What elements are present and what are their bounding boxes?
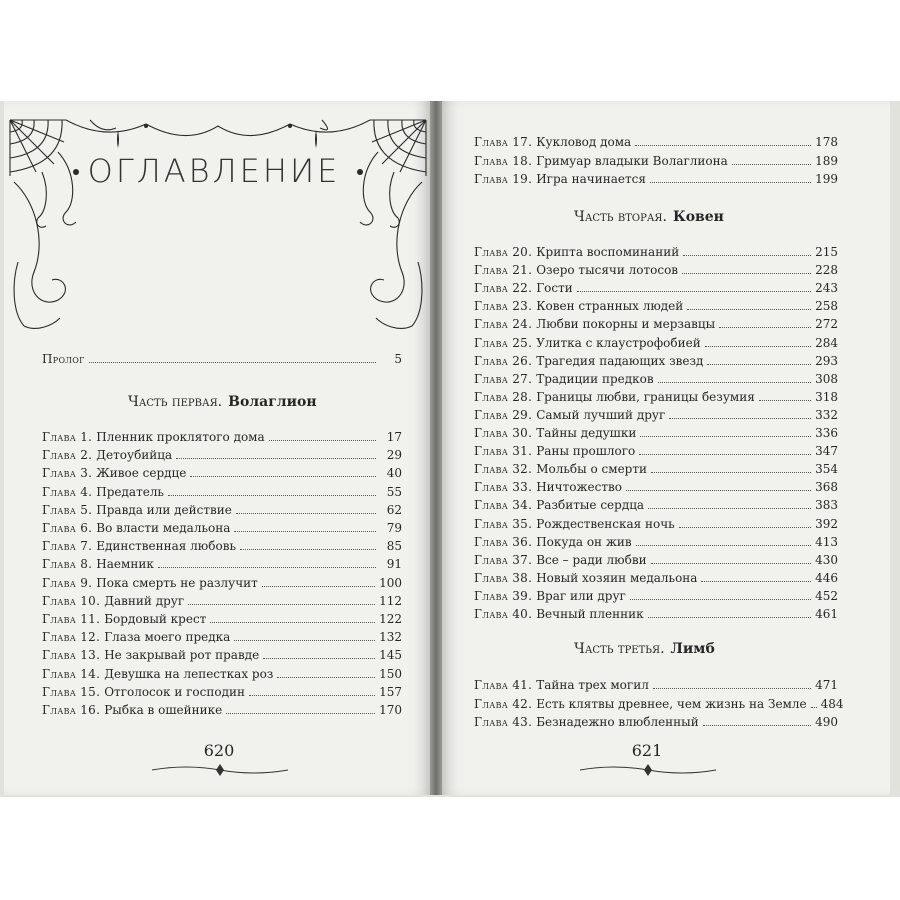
chapter-prefix: Глава 10. <box>42 593 101 608</box>
chapter-title: Покуда он жив <box>536 534 632 549</box>
chapter-title: Любви покорны и мерзавцы <box>536 317 716 332</box>
chapter-title: Кукловод дома <box>536 135 632 149</box>
toc-chapter-row <box>42 538 402 554</box>
chapter-page: 228 <box>815 263 838 278</box>
toc-chapter-row <box>474 497 838 513</box>
chapter-page: 40 <box>386 466 402 481</box>
dot-leader <box>707 356 811 365</box>
chapter-title: Тайны дедушки <box>536 426 637 440</box>
dot-leader <box>639 446 811 455</box>
chapter-prefix: Глава 19. <box>474 172 533 186</box>
dot-leader <box>658 374 811 383</box>
chapter-title: Традиции предков <box>536 371 654 386</box>
book-gutter <box>430 101 442 795</box>
chapter-prefix: Глава 29. <box>474 407 533 422</box>
chapter-title: Вечный пленник <box>536 607 644 621</box>
toc-chapter-row <box>474 298 838 314</box>
dot-leader <box>683 247 811 256</box>
dot-leader <box>650 174 811 183</box>
toc-chapter-row <box>42 447 402 463</box>
toc-chapter-row <box>474 677 838 693</box>
chapter-prefix: Глава 11. <box>42 612 101 626</box>
dot-leader <box>190 468 376 477</box>
toc-chapter-row <box>474 389 838 405</box>
toc-chapter-row <box>474 134 838 150</box>
toc-chapter-row <box>42 684 402 700</box>
toc-chapter-row <box>474 516 838 532</box>
chapter-page: 17 <box>386 430 402 444</box>
toc-chapter-row <box>42 429 402 445</box>
chapter-prefix: Глава 2. <box>42 448 93 463</box>
chapter-prefix: Глава 42. <box>474 696 533 711</box>
dot-leader <box>811 699 817 708</box>
chapter-page: 29 <box>386 448 402 463</box>
toc-chapter-row <box>42 593 402 609</box>
chapter-title: Гримуар владыки Волаглиона <box>536 153 728 168</box>
chapter-prefix: Глава 24. <box>474 317 533 332</box>
toc-prologue <box>42 351 402 367</box>
dot-leader <box>636 537 811 546</box>
dot-leader <box>703 717 811 726</box>
chapter-prefix: Глава 37. <box>474 552 533 567</box>
page-number: 621 <box>631 741 663 760</box>
chapter-prefix: Глава 1. <box>42 430 93 444</box>
chapter-prefix: Глава 30. <box>474 426 533 440</box>
toc-chapter-row <box>42 520 402 536</box>
chapter-page: 452 <box>815 588 838 603</box>
chapter-page: 170 <box>379 703 402 717</box>
toc-chapter-row <box>42 575 402 591</box>
chapter-page: 354 <box>815 462 838 477</box>
chapter-title: Игра начинается <box>536 172 646 186</box>
chapter-title: Правда или действие <box>96 502 232 517</box>
dot-leader <box>577 283 811 292</box>
dot-leader <box>626 482 811 491</box>
chapter-prefix: Глава 17. <box>474 135 533 149</box>
chapter-page: 392 <box>815 516 838 531</box>
chapter-page: 215 <box>815 245 838 259</box>
toc-chapter-row <box>474 461 838 477</box>
toc-chapter-row <box>474 153 838 169</box>
part-prefix: Часть первая. <box>128 394 223 410</box>
chapter-title: Единственная любовь <box>96 539 236 554</box>
chapter-page: 145 <box>379 648 402 663</box>
chapter-prefix: Глава 12. <box>42 630 101 645</box>
dot-leader <box>263 650 375 659</box>
dot-leader <box>640 428 811 437</box>
part-heading <box>128 394 317 410</box>
chapter-page: 430 <box>815 552 838 567</box>
dot-leader <box>236 505 376 514</box>
chapter-title: Трагедия падающих звезд <box>536 353 704 368</box>
dot-leader <box>277 669 375 678</box>
toc-chapter-row <box>42 556 402 572</box>
dot-leader <box>176 450 376 459</box>
chapter-title: Враг или друг <box>536 588 626 603</box>
chapter-title: Раны прошлого <box>536 444 636 459</box>
toc-chapter-row <box>42 611 402 627</box>
chapter-title: Рождественская ночь <box>536 516 675 531</box>
chapter-prefix: Глава 5. <box>42 502 93 517</box>
dot-leader <box>648 609 811 618</box>
chapter-page: 336 <box>815 426 838 440</box>
toc-chapter-row <box>474 262 838 278</box>
dot-leader <box>759 392 811 401</box>
chapter-prefix: Глава 43. <box>474 715 533 729</box>
toc-chapter-row <box>42 484 402 500</box>
chapter-page: 178 <box>815 135 838 149</box>
chapter-page: 272 <box>815 317 838 332</box>
chapter-title: Живое сердце <box>96 466 187 481</box>
dot-leader <box>210 614 375 623</box>
chapter-prefix: Глава 28. <box>474 389 533 404</box>
prologue-page: 5 <box>394 352 402 366</box>
toc-chapter-row <box>474 335 838 351</box>
flourish-ornament <box>150 762 290 778</box>
toc-chapter-row <box>42 666 402 682</box>
dot-leader <box>651 555 812 564</box>
chapter-prefix: Глава 25. <box>474 335 533 350</box>
dot-leader <box>651 464 811 473</box>
chapter-prefix: Глава 7. <box>42 539 93 554</box>
chapter-title: Ничтожество <box>536 480 622 495</box>
chapter-page: 150 <box>379 666 402 681</box>
toc-chapter-row <box>474 353 838 369</box>
chapter-title: Озеро тысячи лотосов <box>536 263 679 278</box>
dot-leader <box>653 680 811 689</box>
chapter-prefix: Глава 4. <box>42 484 93 499</box>
dot-leader <box>682 265 811 274</box>
chapter-title: Все – ради любви <box>536 552 647 567</box>
toc-chapter-row <box>42 647 402 663</box>
chapter-page: 258 <box>815 299 838 314</box>
dot-leader <box>168 487 376 496</box>
chapter-page: 484 <box>820 696 844 711</box>
toc-chapter-row <box>474 570 838 586</box>
dot-leader <box>249 687 375 696</box>
chapter-page: 446 <box>815 570 838 585</box>
chapter-prefix: Глава 35. <box>474 516 533 531</box>
chapter-page: 79 <box>386 521 402 535</box>
chapter-prefix: Глава 16. <box>42 703 101 717</box>
dot-leader <box>705 338 811 347</box>
chapter-page: 347 <box>815 444 838 459</box>
chapter-title: Детоубийца <box>96 448 173 463</box>
toc-chapter-row <box>474 280 838 296</box>
chapter-page: 100 <box>379 575 402 590</box>
chapter-title: Отголосок и господин <box>104 684 245 699</box>
toc-chapter-row <box>474 371 838 387</box>
part-prefix: Часть третья. <box>574 641 665 657</box>
chapter-page: 461 <box>815 607 838 621</box>
toc-chapter-row <box>42 502 402 518</box>
dot-leader <box>158 559 376 568</box>
chapter-title: Безнадежно влюбленный <box>536 715 699 729</box>
chapter-prefix: Глава 34. <box>474 498 533 513</box>
chapter-prefix: Глава 21. <box>474 263 533 278</box>
chapter-page: 112 <box>379 593 402 608</box>
chapter-page: 122 <box>379 612 402 626</box>
flourish-ornament <box>578 762 718 778</box>
chapter-prefix: Глава 39. <box>474 588 533 603</box>
chapter-prefix: Глава 41. <box>474 678 533 692</box>
chapter-title: Границы любви, границы безумия <box>536 389 755 404</box>
chapter-page: 199 <box>815 172 838 186</box>
part-name: Волаглион <box>228 394 317 410</box>
chapter-prefix: Глава 13. <box>42 648 101 663</box>
chapter-prefix: Глава 8. <box>42 557 93 572</box>
dot-leader <box>648 500 811 509</box>
dot-leader <box>687 301 811 310</box>
chapter-title: Наемник <box>96 557 154 572</box>
chapter-page: 284 <box>815 335 838 350</box>
chapter-page: 368 <box>815 480 838 495</box>
part-prefix: Часть вторая. <box>574 209 667 225</box>
chapter-title: Мольбы о смерти <box>536 462 647 477</box>
chapter-page: 490 <box>815 715 838 729</box>
chapter-prefix: Глава 31. <box>474 444 533 459</box>
chapter-title: Крипта воспоминаний <box>536 245 680 259</box>
chapter-title: Давний друг <box>104 593 185 608</box>
part-name: Лимб <box>670 641 715 657</box>
toc-chapter-row <box>474 588 838 604</box>
dot-leader <box>234 523 376 532</box>
toc-chapter-row <box>42 702 402 718</box>
chapter-title: Не закрывай рот правде <box>104 648 260 663</box>
chapter-prefix: Глава 14. <box>42 666 101 681</box>
chapter-title: Предатель <box>96 484 164 499</box>
chapter-prefix: Глава 3. <box>42 466 93 481</box>
toc-chapter-row <box>474 479 838 495</box>
page-title: ОГЛАВЛЕНИЕ <box>87 152 341 190</box>
dot-leader <box>679 519 811 528</box>
chapter-page: 132 <box>379 630 402 645</box>
chapter-page: 62 <box>386 502 402 517</box>
toc-chapter-row <box>474 534 838 550</box>
chapter-prefix: Глава 20. <box>474 245 533 259</box>
chapter-title: Глаза моего предка <box>104 630 231 645</box>
dot-leader <box>188 596 375 605</box>
dot-leader <box>240 541 376 550</box>
toc-chapter-row <box>474 552 838 568</box>
toc-chapter-row <box>474 443 838 459</box>
chapter-page: 293 <box>815 353 838 368</box>
toc-chapter-row <box>42 465 402 481</box>
chapter-page: 243 <box>815 281 838 296</box>
chapter-page: 471 <box>815 678 838 692</box>
part-name: Ковен <box>672 209 724 225</box>
chapter-page: 91 <box>386 557 402 572</box>
chapter-title: Тайна трех могил <box>536 678 649 692</box>
chapter-page: 383 <box>815 498 838 513</box>
dot-leader <box>89 354 376 363</box>
dot-leader <box>701 573 811 582</box>
chapter-page: 85 <box>386 539 402 554</box>
spiderweb-frame-ornament <box>6 112 430 342</box>
dot-leader <box>732 156 811 165</box>
chapter-page: 332 <box>815 407 838 422</box>
toc-chapter-row <box>474 425 838 441</box>
part-heading <box>574 641 715 657</box>
chapter-title: Пока смерть не разлучит <box>96 575 258 590</box>
chapter-prefix: Глава 23. <box>474 299 533 314</box>
dot-leader <box>719 319 811 328</box>
chapter-title: Разбитые сердца <box>536 498 645 513</box>
chapter-page: 308 <box>815 371 838 386</box>
chapter-title: Во власти медальона <box>96 521 231 535</box>
chapter-title: Гости <box>536 281 573 296</box>
chapter-prefix: Глава 15. <box>42 684 101 699</box>
dot-leader <box>269 432 376 441</box>
toc-chapter-row <box>474 171 838 187</box>
chapter-prefix: Глава 26. <box>474 353 533 368</box>
dot-leader <box>669 410 811 419</box>
chapter-page: 157 <box>379 684 402 699</box>
toc-chapter-row <box>42 629 402 645</box>
chapter-title: Бордовый крест <box>104 612 207 626</box>
toc-chapter-row <box>474 407 838 423</box>
chapter-prefix: Глава 27. <box>474 371 533 386</box>
chapter-prefix: Глава 36. <box>474 534 533 549</box>
chapter-title: Есть клятвы древнее, чем жизнь на Земле <box>536 696 807 711</box>
chapter-prefix: Глава 22. <box>474 281 533 296</box>
chapter-page: 55 <box>386 484 402 499</box>
dot-leader <box>226 705 375 714</box>
chapter-page: 413 <box>815 534 838 549</box>
chapter-title: Новый хозяин медальона <box>536 570 698 585</box>
chapter-prefix: Глава 32. <box>474 462 533 477</box>
chapter-prefix: Глава 6. <box>42 521 93 535</box>
toc-chapter-row <box>474 696 844 712</box>
chapter-title: Рыбка в ошейнике <box>104 703 223 717</box>
chapter-page: 318 <box>815 389 838 404</box>
part-heading <box>574 209 724 225</box>
toc-chapter-row <box>474 606 838 622</box>
chapter-prefix: Глава 40. <box>474 607 533 621</box>
chapter-prefix: Глава 33. <box>474 480 533 495</box>
dot-leader <box>630 591 811 600</box>
dot-leader <box>635 137 811 146</box>
chapter-prefix: Глава 18. <box>474 153 533 168</box>
chapter-title: Пленник проклятого дома <box>96 430 265 444</box>
chapter-page: 189 <box>815 153 838 168</box>
dot-leader <box>234 632 375 641</box>
prologue-label: Пролог <box>42 352 85 366</box>
page-number: 620 <box>203 741 235 760</box>
chapter-title: Ковен странных людей <box>536 299 684 314</box>
toc-chapter-row <box>474 316 838 332</box>
chapter-title: Самый лучший друг <box>536 407 666 422</box>
toc-chapter-row <box>474 244 838 260</box>
toc-chapter-row <box>474 714 838 730</box>
dot-leader <box>262 578 375 587</box>
chapter-prefix: Глава 38. <box>474 570 533 585</box>
chapter-title: Девушка на лепестках роз <box>104 666 274 681</box>
chapter-prefix: Глава 9. <box>42 575 93 590</box>
chapter-title: Улитка с клаустрофобией <box>536 335 701 350</box>
